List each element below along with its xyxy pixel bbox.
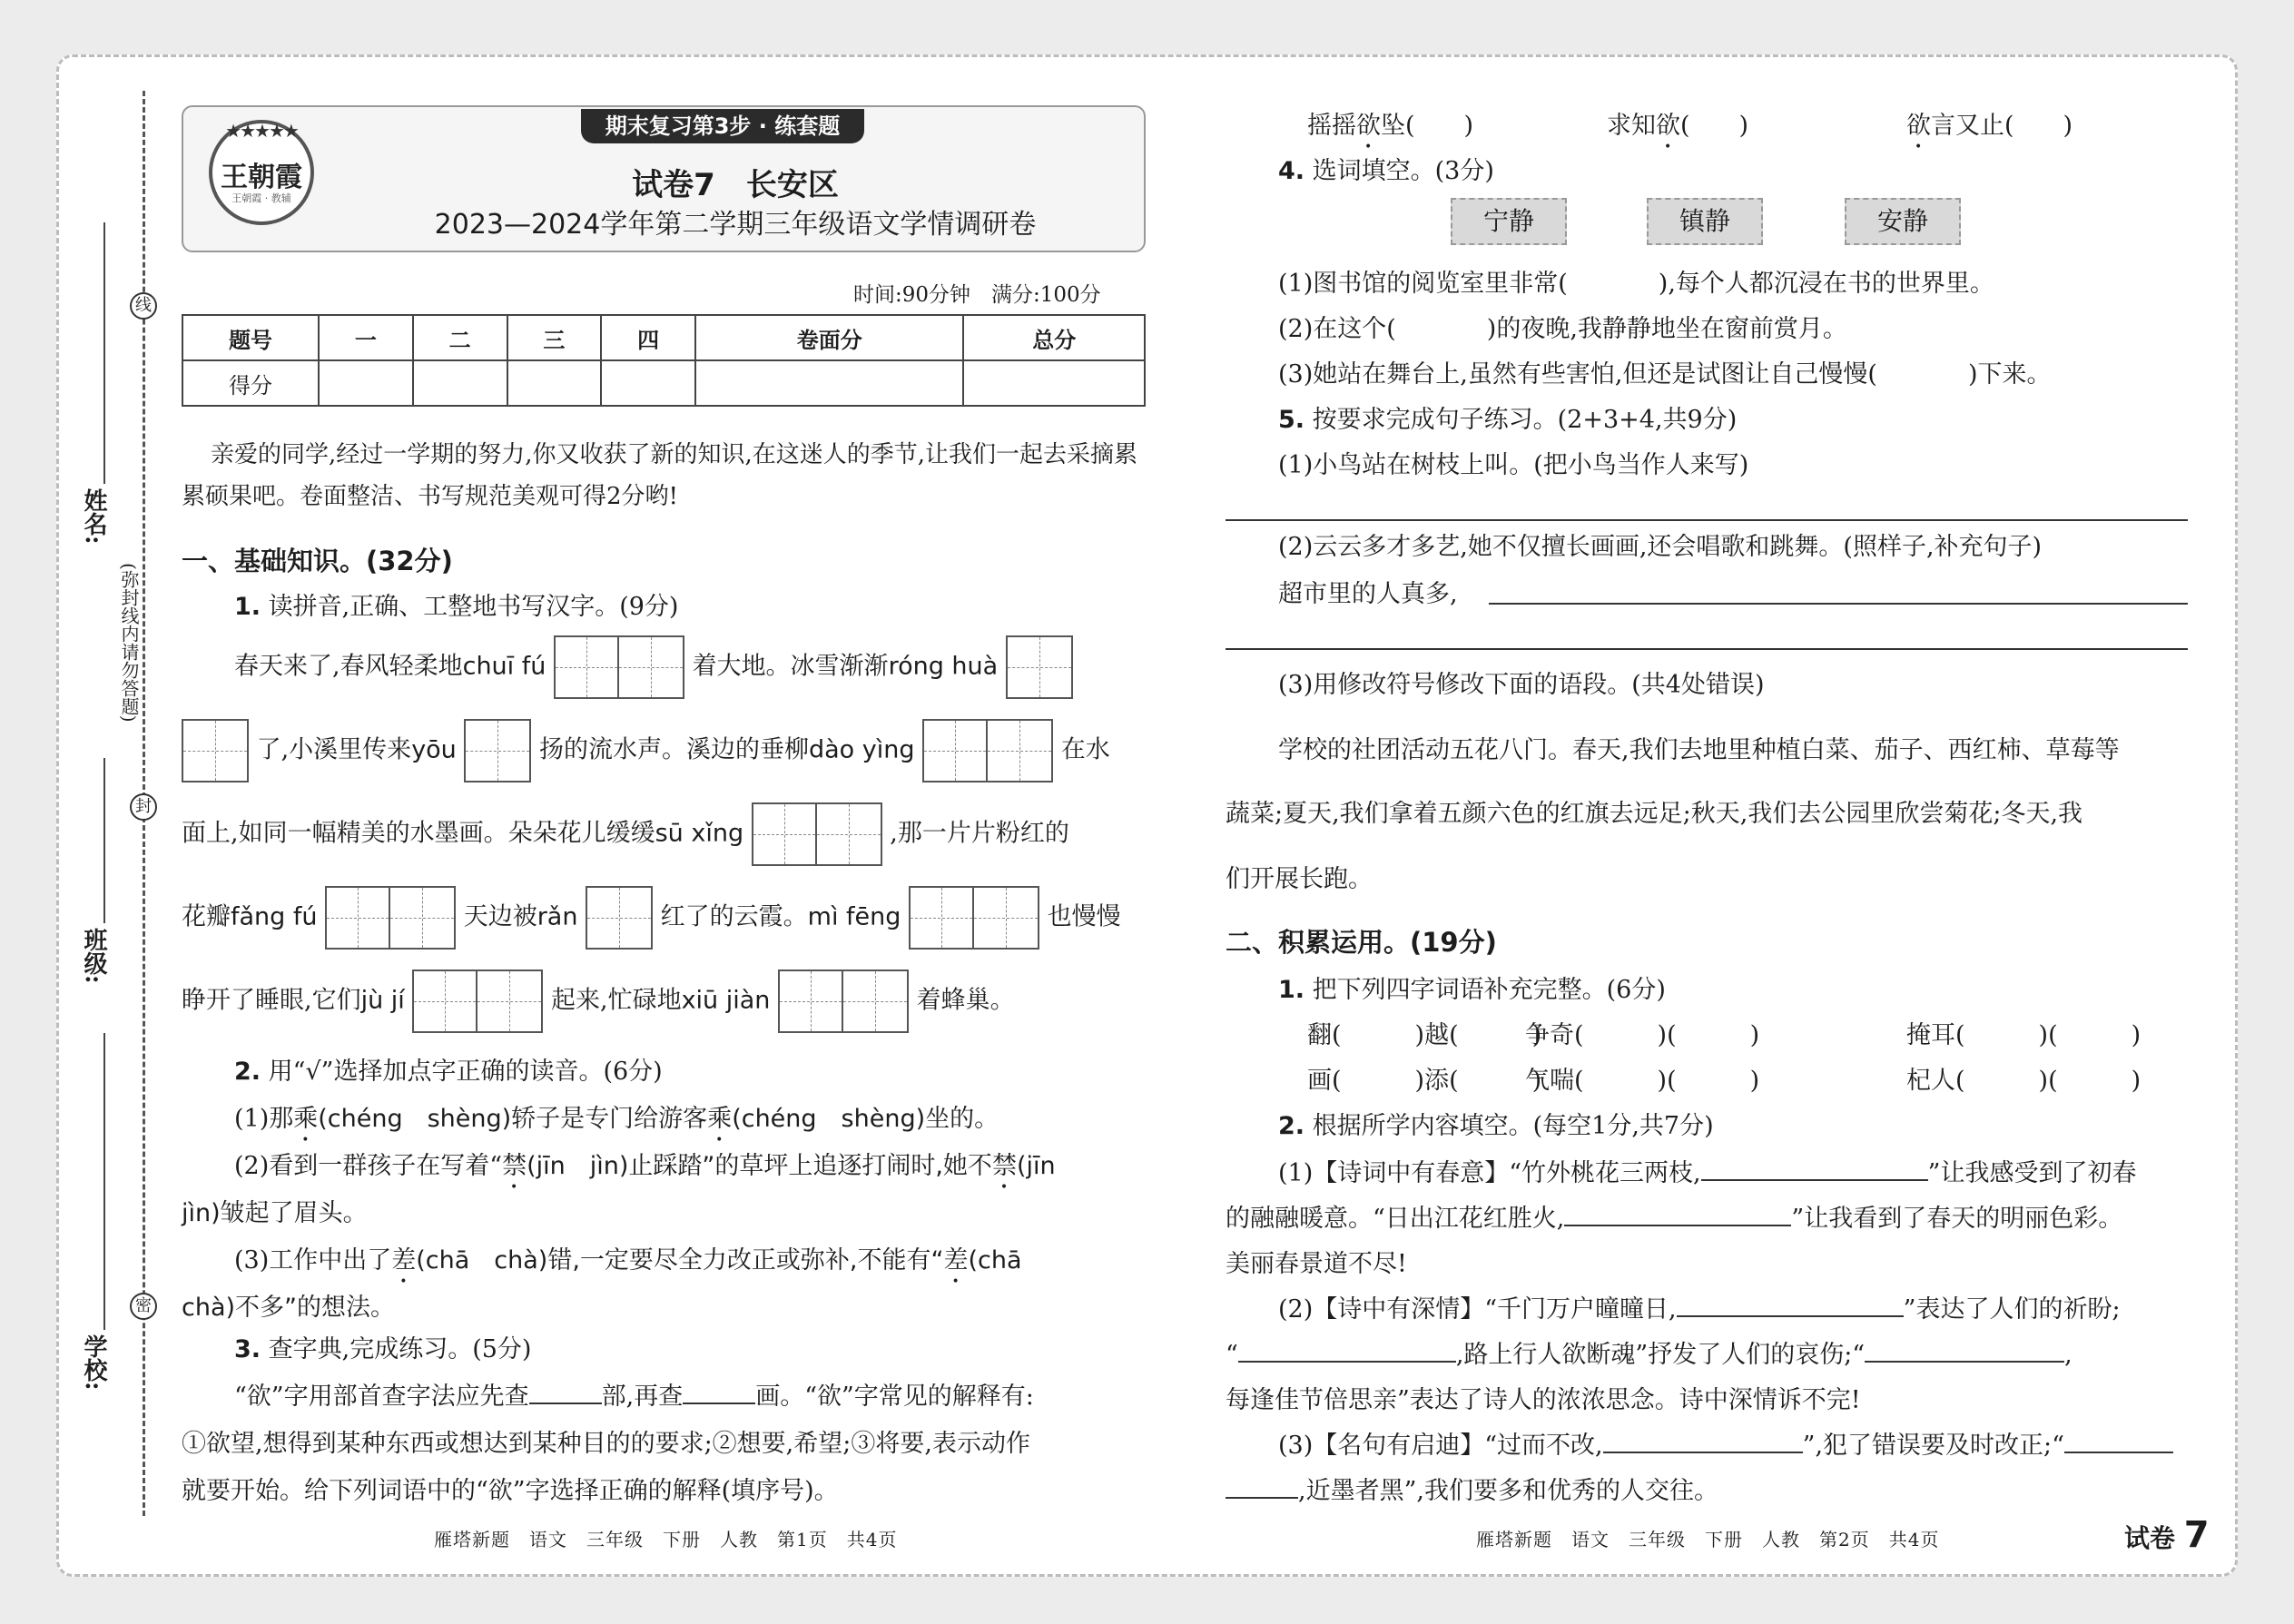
binding-note: (弥封线内请勿答题) xyxy=(118,563,140,723)
intro-line-2: 累硕果吧。卷面整洁、书写规范美观可得2分哟! xyxy=(182,483,678,510)
binding-mark-mi: 密 xyxy=(130,1293,157,1320)
edit-paragraph-line-3: 们开展长跑。 xyxy=(1226,865,1373,893)
text: ”,犯了错误要及时改正;“ xyxy=(1802,1432,2064,1460)
binding-mark-feng: 封 xyxy=(130,793,157,821)
text: 求知 xyxy=(1607,112,1656,140)
pinyin-row-4 xyxy=(182,886,1121,950)
idiom-fill[interactable]: 杞人( )( ) xyxy=(1906,1067,2141,1095)
q-number: 1. xyxy=(234,593,261,621)
q5-sentence-1: (1)小鸟站在树枝上叫。(把小鸟当作人来写) xyxy=(1278,451,1749,479)
score-cell[interactable] xyxy=(601,360,695,406)
answer-blank[interactable] xyxy=(1564,1225,1791,1226)
q-text: 根据所学内容填空。(每空1分,共7分) xyxy=(1312,1112,1714,1140)
q2-sentence-3-cont: chà)不多”的想法。 xyxy=(182,1294,396,1322)
q-text: 按要求完成句子练习。(2+3+4,共9分) xyxy=(1312,406,1738,434)
passage-text: 着大地。冰雪渐渐 xyxy=(692,652,889,681)
page-number xyxy=(2124,1514,2210,1556)
text: 部,再查 xyxy=(601,1383,684,1411)
text: )下来。 xyxy=(1967,360,2052,389)
name-label: 姓名: xyxy=(80,488,107,545)
pinyin: fǎng fú xyxy=(231,902,318,931)
q4-sentence-1[interactable] xyxy=(1278,263,1994,299)
text: (1)【诗词中有春意】“竹外桃花三两枝, xyxy=(1278,1159,1701,1187)
q4-sentence-2[interactable] xyxy=(1278,309,1847,344)
page-num: 7 xyxy=(2183,1514,2210,1556)
text: ”让我看到了春天的明丽色彩。 xyxy=(1791,1205,2123,1233)
answer-line[interactable] xyxy=(1226,519,2188,521)
fill-line xyxy=(1226,1198,2122,1234)
page-label: 试卷 xyxy=(2124,1523,2176,1553)
question-1-3 xyxy=(234,1329,531,1364)
score-cell[interactable] xyxy=(695,360,963,406)
text: (2)在这个( xyxy=(1278,315,1396,343)
answer-line[interactable] xyxy=(1226,648,2188,650)
passage-text: ,那一片片粉红的 xyxy=(890,819,1069,848)
exam-title: 试卷7 长安区 xyxy=(632,167,839,203)
exam-subtitle: 2023—2024学年第二学期三年级语文学情调研卷 xyxy=(434,209,1037,241)
q4-sentence-3[interactable] xyxy=(1278,354,2052,389)
q-number: 2. xyxy=(234,1058,261,1086)
text: (3)【名句有启迪】“过而不改, xyxy=(1278,1432,1603,1460)
q-text: 用“√”选择加点字正确的读音。(6分) xyxy=(268,1058,663,1086)
fill-line xyxy=(1278,1289,2121,1324)
passage-text: 了,小溪里传来 xyxy=(256,735,412,764)
pinyin: róng huà xyxy=(888,652,999,681)
score-table-row xyxy=(182,360,1145,406)
answer-blank[interactable] xyxy=(2064,1452,2173,1453)
intro-line-1: 亲爱的同学,经过一学期的努力,你又收获了新的知识,在这迷人的季节,让我们一起去采摘累 xyxy=(211,441,1138,468)
question-1-1 xyxy=(234,586,678,622)
dotted-char: 欲 xyxy=(1656,112,1680,140)
footer-left: 雁塔新题 语文 三年级 下册 人教 第1页 共4页 xyxy=(434,1529,898,1550)
school-label: 学校: xyxy=(80,1334,107,1391)
text: (chā xyxy=(968,1246,1022,1275)
yu-word-3[interactable] xyxy=(1906,105,2072,154)
passage-text: 睁开了睡眼,它们 xyxy=(182,986,361,1015)
fill-line xyxy=(1226,1471,1718,1506)
text: “欲”字用部首查字法应先查 xyxy=(234,1383,529,1411)
text: (1)图书馆的阅览室里非常( xyxy=(1278,270,1568,298)
text: , xyxy=(2064,1341,2072,1369)
answer-blank[interactable] xyxy=(529,1403,602,1404)
text: (3)她站在舞台上,虽然有些害怕,但还是试图让自己慢慢( xyxy=(1278,360,1877,389)
pinyin: yōu xyxy=(411,735,457,764)
section-1-title: 一、基础知识。(32分) xyxy=(182,546,453,576)
writing-grid[interactable] xyxy=(922,719,1053,782)
fill-line xyxy=(1226,1334,2072,1370)
dotted-char: 禁 xyxy=(502,1152,527,1180)
text: ”让我感受到了初春 xyxy=(1927,1159,2137,1187)
dotted-char: 差 xyxy=(943,1246,969,1275)
idiom-fill[interactable]: 翻( )越( ) xyxy=(1307,1021,1542,1049)
text: (2)看到一群孩子在写着“ xyxy=(234,1152,503,1180)
text: 言又止( ) xyxy=(1931,112,2073,140)
binding-mark-xian: 线 xyxy=(130,292,157,320)
answer-blank[interactable] xyxy=(683,1403,755,1404)
edit-paragraph-line-1: 学校的社团活动五花八门。春天,我们去地里种植白菜、茄子、西红柿、草莓等 xyxy=(1278,736,2120,764)
question-1-2 xyxy=(234,1051,663,1087)
logo-name: 王朝霞 xyxy=(221,162,302,193)
q-number: 2. xyxy=(1278,1112,1305,1140)
q2-sentence-3[interactable] xyxy=(234,1240,1022,1289)
fill-line: 每逢佳节倍思亲”表达了诗人的浓浓思念。诗中深情诉不完! xyxy=(1226,1386,1861,1414)
writing-grid[interactable] xyxy=(909,886,1039,950)
q-number: 3. xyxy=(234,1335,261,1363)
writing-grid[interactable] xyxy=(586,886,653,950)
q-number: 5. xyxy=(1278,406,1305,434)
pinyin: jù jí xyxy=(360,986,405,1015)
text: ),每个人都沉浸在书的世界里。 xyxy=(1658,270,1994,298)
question-1-5 xyxy=(1278,399,1737,435)
score-header-cell: 一 xyxy=(319,315,413,360)
school-field[interactable] xyxy=(103,1033,105,1330)
passage-text: 红了的云霞。 xyxy=(660,902,808,931)
text: ,近墨者黑”,我们要多和优秀的人交往。 xyxy=(1298,1477,1718,1505)
answer-blank[interactable] xyxy=(1701,1179,1928,1181)
text: ( ) xyxy=(1680,112,1749,140)
question-2-1 xyxy=(1278,969,1666,1005)
score-header-cell: 总分 xyxy=(963,315,1145,360)
word-chip: 安静 xyxy=(1845,198,1961,245)
pinyin-row-5 xyxy=(182,969,1015,1033)
q2-sentence-2[interactable] xyxy=(234,1146,1056,1195)
exam-meta: 时间:90分钟 满分:100分 xyxy=(853,283,1101,307)
q3-line-3: 就要开始。给下列词语中的“欲”字选择正确的解释(填序号)。 xyxy=(182,1477,839,1505)
writing-grid[interactable] xyxy=(412,969,543,1033)
answer-blank[interactable] xyxy=(1677,1315,1904,1317)
q-number: 4. xyxy=(1278,157,1305,185)
text: 画。“欲”字常见的解释有: xyxy=(755,1383,1034,1411)
class-field[interactable] xyxy=(103,758,105,923)
class-label: 班级: xyxy=(80,928,107,984)
pinyin: chuī fú xyxy=(462,652,546,681)
writing-grid[interactable] xyxy=(464,719,531,782)
idiom-fill[interactable]: 画( )添( ) xyxy=(1307,1067,1542,1095)
text: (chéng shèng)轿子是专门给游客 xyxy=(318,1105,708,1133)
score-cell[interactable] xyxy=(413,360,507,406)
fill-line xyxy=(1278,1425,2173,1461)
text: (jīn xyxy=(1016,1152,1056,1180)
idiom-fill[interactable]: 掩耳( )( ) xyxy=(1906,1021,2141,1049)
answer-blank[interactable] xyxy=(1238,1361,1456,1363)
dotted-char: 欲 xyxy=(1356,112,1381,140)
writing-grid[interactable] xyxy=(778,969,909,1033)
score-row-label: 得分 xyxy=(182,360,319,406)
word-chip: 宁静 xyxy=(1451,198,1567,245)
passage-text: 天边被 xyxy=(463,902,537,931)
q5-sentence-2: (2)云云多才多艺,她不仅擅长画画,还会唱歌和跳舞。(照样子,补充句子) xyxy=(1278,533,2043,561)
passage-text: 在水 xyxy=(1060,735,1110,764)
logo-sub: 王朝霞 · 教辅 xyxy=(231,192,291,204)
pinyin-row-2 xyxy=(182,719,1110,782)
text: ,路上行人欲断魂”抒发了人们的哀伤;“ xyxy=(1455,1341,1866,1369)
answer-blank[interactable] xyxy=(1226,1497,1298,1499)
q2-sentence-2-cont: jìn)皱起了眉头。 xyxy=(182,1199,368,1227)
pinyin: xiū jiàn xyxy=(681,986,771,1015)
q-text: 查字典,完成练习。(5分) xyxy=(268,1335,532,1363)
answer-line[interactable] xyxy=(1489,603,2188,605)
fill-line: 美丽春景道不尽! xyxy=(1226,1250,1407,1278)
passage-text: 扬的流水声。溪边的垂柳 xyxy=(539,735,809,764)
score-header-cell: 四 xyxy=(601,315,695,360)
passage-text: 起来,忙碌地 xyxy=(550,986,682,1015)
answer-blank[interactable] xyxy=(1865,1361,2064,1363)
question-2-2 xyxy=(1278,1106,1714,1141)
dotted-char: 禁 xyxy=(991,1152,1017,1180)
text: 的融融暖意。“日出江花红胜火, xyxy=(1226,1205,1565,1233)
q-text: 把下列四字词语补充完整。(6分) xyxy=(1312,976,1666,1004)
section-2-title: 二、积累运用。(19分) xyxy=(1226,927,1497,958)
question-1-4 xyxy=(1278,151,1494,186)
idiom-fill[interactable]: 气喘( )( ) xyxy=(1525,1067,1760,1095)
fill-line xyxy=(1278,1153,2136,1188)
score-cell[interactable] xyxy=(507,360,602,406)
word-chip: 镇静 xyxy=(1647,198,1763,245)
score-cell[interactable] xyxy=(319,360,413,406)
score-header-cell: 题号 xyxy=(182,315,319,360)
text: 坠( ) xyxy=(1381,112,1474,140)
pinyin: rǎn xyxy=(537,902,578,931)
text: (chā chà)错,一定要尽全力改正或弥补,不能有“ xyxy=(416,1246,944,1275)
text: (1)那 xyxy=(234,1105,294,1133)
text: (3)工作中出了 xyxy=(234,1246,392,1275)
text: “ xyxy=(1226,1341,1238,1369)
text: )的夜晚,我静静地坐在窗前赏月。 xyxy=(1486,315,1847,343)
writing-grid[interactable] xyxy=(182,719,249,782)
text: 摇摇 xyxy=(1307,112,1356,140)
pinyin-row-1 xyxy=(234,635,1073,699)
q-text: 选词填空。(3分) xyxy=(1312,157,1494,185)
edit-paragraph-line-2: 蔬菜;夏天,我们拿着五颜六色的红旗去远足;秋天,我们去公园里欣尝菊花;冬天,我 xyxy=(1226,800,2083,828)
pinyin: sū xǐng xyxy=(655,819,744,848)
pinyin: mì fēng xyxy=(807,902,901,931)
dotted-char: 乘 xyxy=(707,1105,733,1133)
dotted-char: 欲 xyxy=(1906,112,1931,140)
q5-sentence-2-prompt: 超市里的人真多, xyxy=(1278,580,1458,608)
idiom-fill[interactable]: 争奇( )( ) xyxy=(1525,1021,1760,1049)
score-cell[interactable] xyxy=(963,360,1145,406)
text: (chéng shèng)坐的。 xyxy=(732,1105,999,1133)
yu-word-1[interactable] xyxy=(1307,105,1473,154)
publisher-logo xyxy=(209,120,314,225)
answer-blank[interactable] xyxy=(1603,1452,1803,1453)
score-header-cell: 卷面分 xyxy=(695,315,963,360)
pinyin-row-3 xyxy=(182,802,1069,866)
q3-line-2: ①欲望,想得到某种东西或想达到某种目的的要求;②想要,希望;③将要,表示动作 xyxy=(182,1430,1030,1458)
score-header-cell: 三 xyxy=(507,315,602,360)
passage-text: 春天来了,春风轻柔地 xyxy=(234,652,463,681)
writing-grid[interactable] xyxy=(554,635,684,699)
q-text: 读拼音,正确、工整地书写汉字。(9分) xyxy=(268,593,679,621)
score-table-header-row xyxy=(182,315,1145,360)
name-field[interactable] xyxy=(103,222,105,484)
passage-text: 花瓣 xyxy=(182,902,231,931)
q2-sentence-1[interactable] xyxy=(234,1098,999,1147)
pinyin: dào yìng xyxy=(809,735,915,764)
writing-grid[interactable] xyxy=(752,802,882,866)
passage-text: 着蜂巢。 xyxy=(916,986,1015,1015)
q-number: 1. xyxy=(1278,976,1305,1004)
text: ”表达了人们的祈盼; xyxy=(1903,1295,2121,1324)
logo-stars: ★★★★★ xyxy=(225,120,298,142)
dotted-char: 差 xyxy=(391,1246,417,1275)
q5-sentence-3: (3)用修改符号修改下面的语段。(共4处错误) xyxy=(1278,671,1765,699)
passage-text: 面上,如同一幅精美的水墨画。朵朵花儿缓缓 xyxy=(182,819,655,848)
q3-line-1 xyxy=(234,1376,1034,1412)
text: (jīn jìn)止踩踏”的草坪上追逐打闹时,她不 xyxy=(527,1152,992,1180)
yu-word-2[interactable] xyxy=(1607,105,1748,154)
passage-text: 也慢慢 xyxy=(1047,902,1121,931)
dotted-char: 乘 xyxy=(293,1105,319,1133)
writing-grid[interactable] xyxy=(1006,635,1073,699)
footer-right: 雁塔新题 语文 三年级 下册 人教 第2页 共4页 xyxy=(1476,1529,1940,1550)
step-badge: 期末复习第3步 · 练套题 xyxy=(581,109,864,143)
score-header-cell: 二 xyxy=(413,315,507,360)
writing-grid[interactable] xyxy=(325,886,456,950)
text: (2)【诗中有深情】“千门万户曈曈日, xyxy=(1278,1295,1677,1324)
score-table xyxy=(182,314,1146,407)
